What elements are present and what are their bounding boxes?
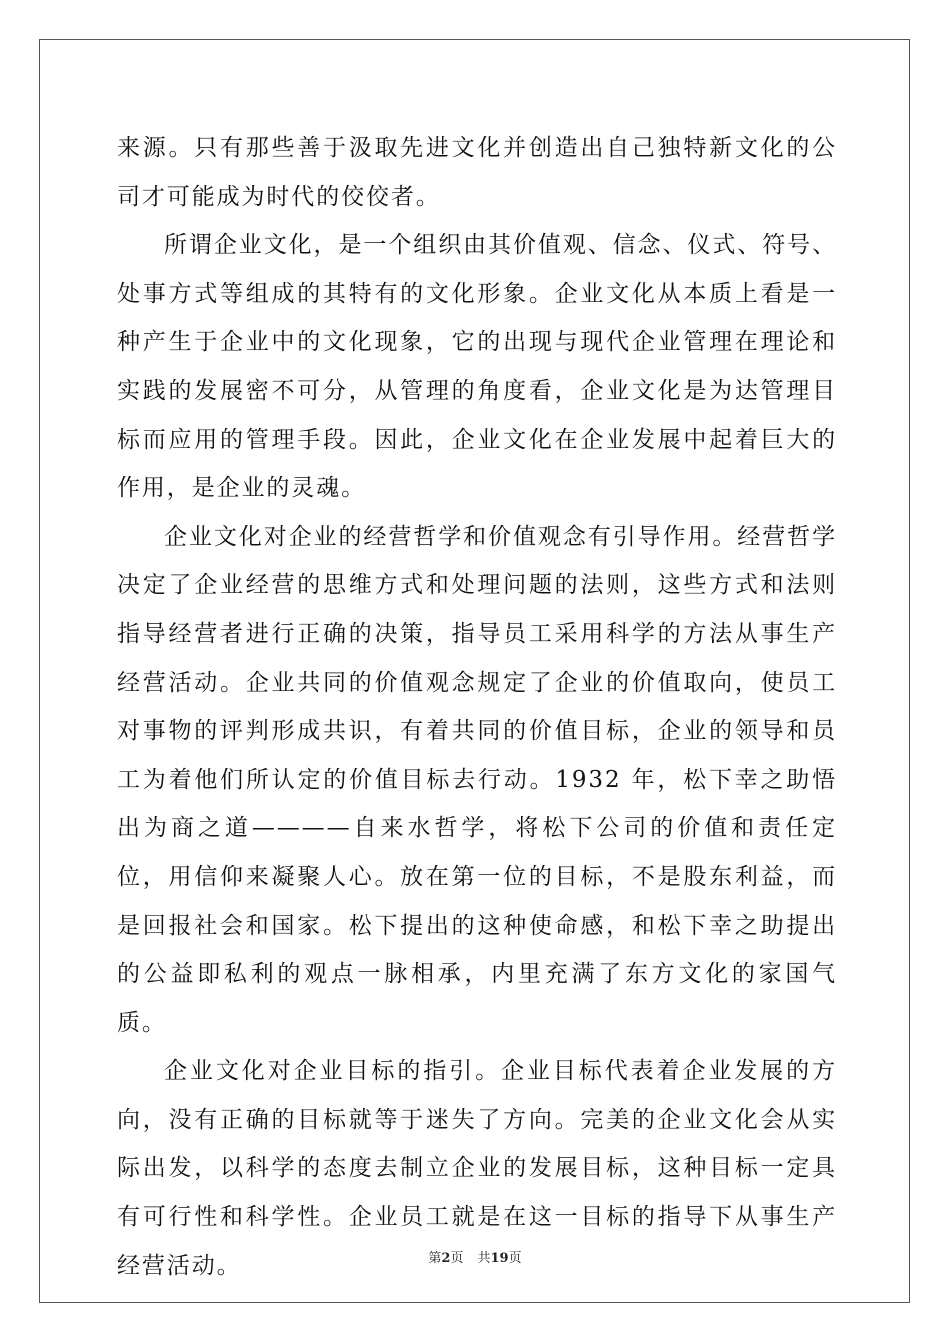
page-suffix: 页 (450, 1251, 464, 1266)
document-body (117, 124, 837, 1290)
total-prefix: 共 (477, 1251, 491, 1266)
paragraph-2: 所谓企业文化，是一个组织由其价值观、信念、仪式、符号、处事方式等组成的其特有的文化形象。企业文化从本质上看是一种产生于企业中的文化现象，它的出现与现代企业管理在理论和实践的发展密不可分，从管理的角度看，企业文化是为达管理目标而应用的管理手段。因此，企业文化在企业发展中起着巨大的作用，是企业的灵魂。 (117, 232, 837, 502)
paragraph-3: 企业文化对企业的经营哲学和价值观念有引导作用。经营哲学决定了企业经营的思维方式和处理问题的法则，这些方式和法则指导经营者进行正确的决策，指导员工采用科学的方法从事生产经营活动。企业共同的价值观念规定了企业的价值取向，使员工对事物的评判形成共识，有着共同的价值目标，企业的领导和员工为着他们所认定的价值目标去行动。1932 年，松下幸之助悟出为商之道————自来水哲学，将松下公司的价值和责任定位，用信仰来凝聚人心。放在第一位的目标，不是股东利益，而是回报社会和国家。松下提出的这种使命感，和松下幸之助提出的公益即私利的观点一脉相承，内里充满了东方文化的家国气质。 (117, 523, 837, 1036)
page-footer (0, 1247, 950, 1266)
page-prefix: 第 (428, 1251, 442, 1266)
total-pages: 19 (490, 1251, 509, 1266)
page-number: 2 (441, 1251, 451, 1266)
total-suffix: 页 (508, 1251, 522, 1266)
paragraph-4: 企业文化对企业目标的指引。企业目标代表着企业发展的方向，没有正确的目标就等于迷失了方向。完美的企业文化会从实际出发，以科学的态度去制立企业的发展目标，这种目标一定具有可行性和科学性。企业员工就是在这一目标的指导下从事生产经营活动。 (117, 1058, 837, 1279)
paragraph-1: 来源。只有那些善于汲取先进文化并创造出自己独特新文化的公司才可能成为时代的佼佼者。 (117, 135, 837, 210)
